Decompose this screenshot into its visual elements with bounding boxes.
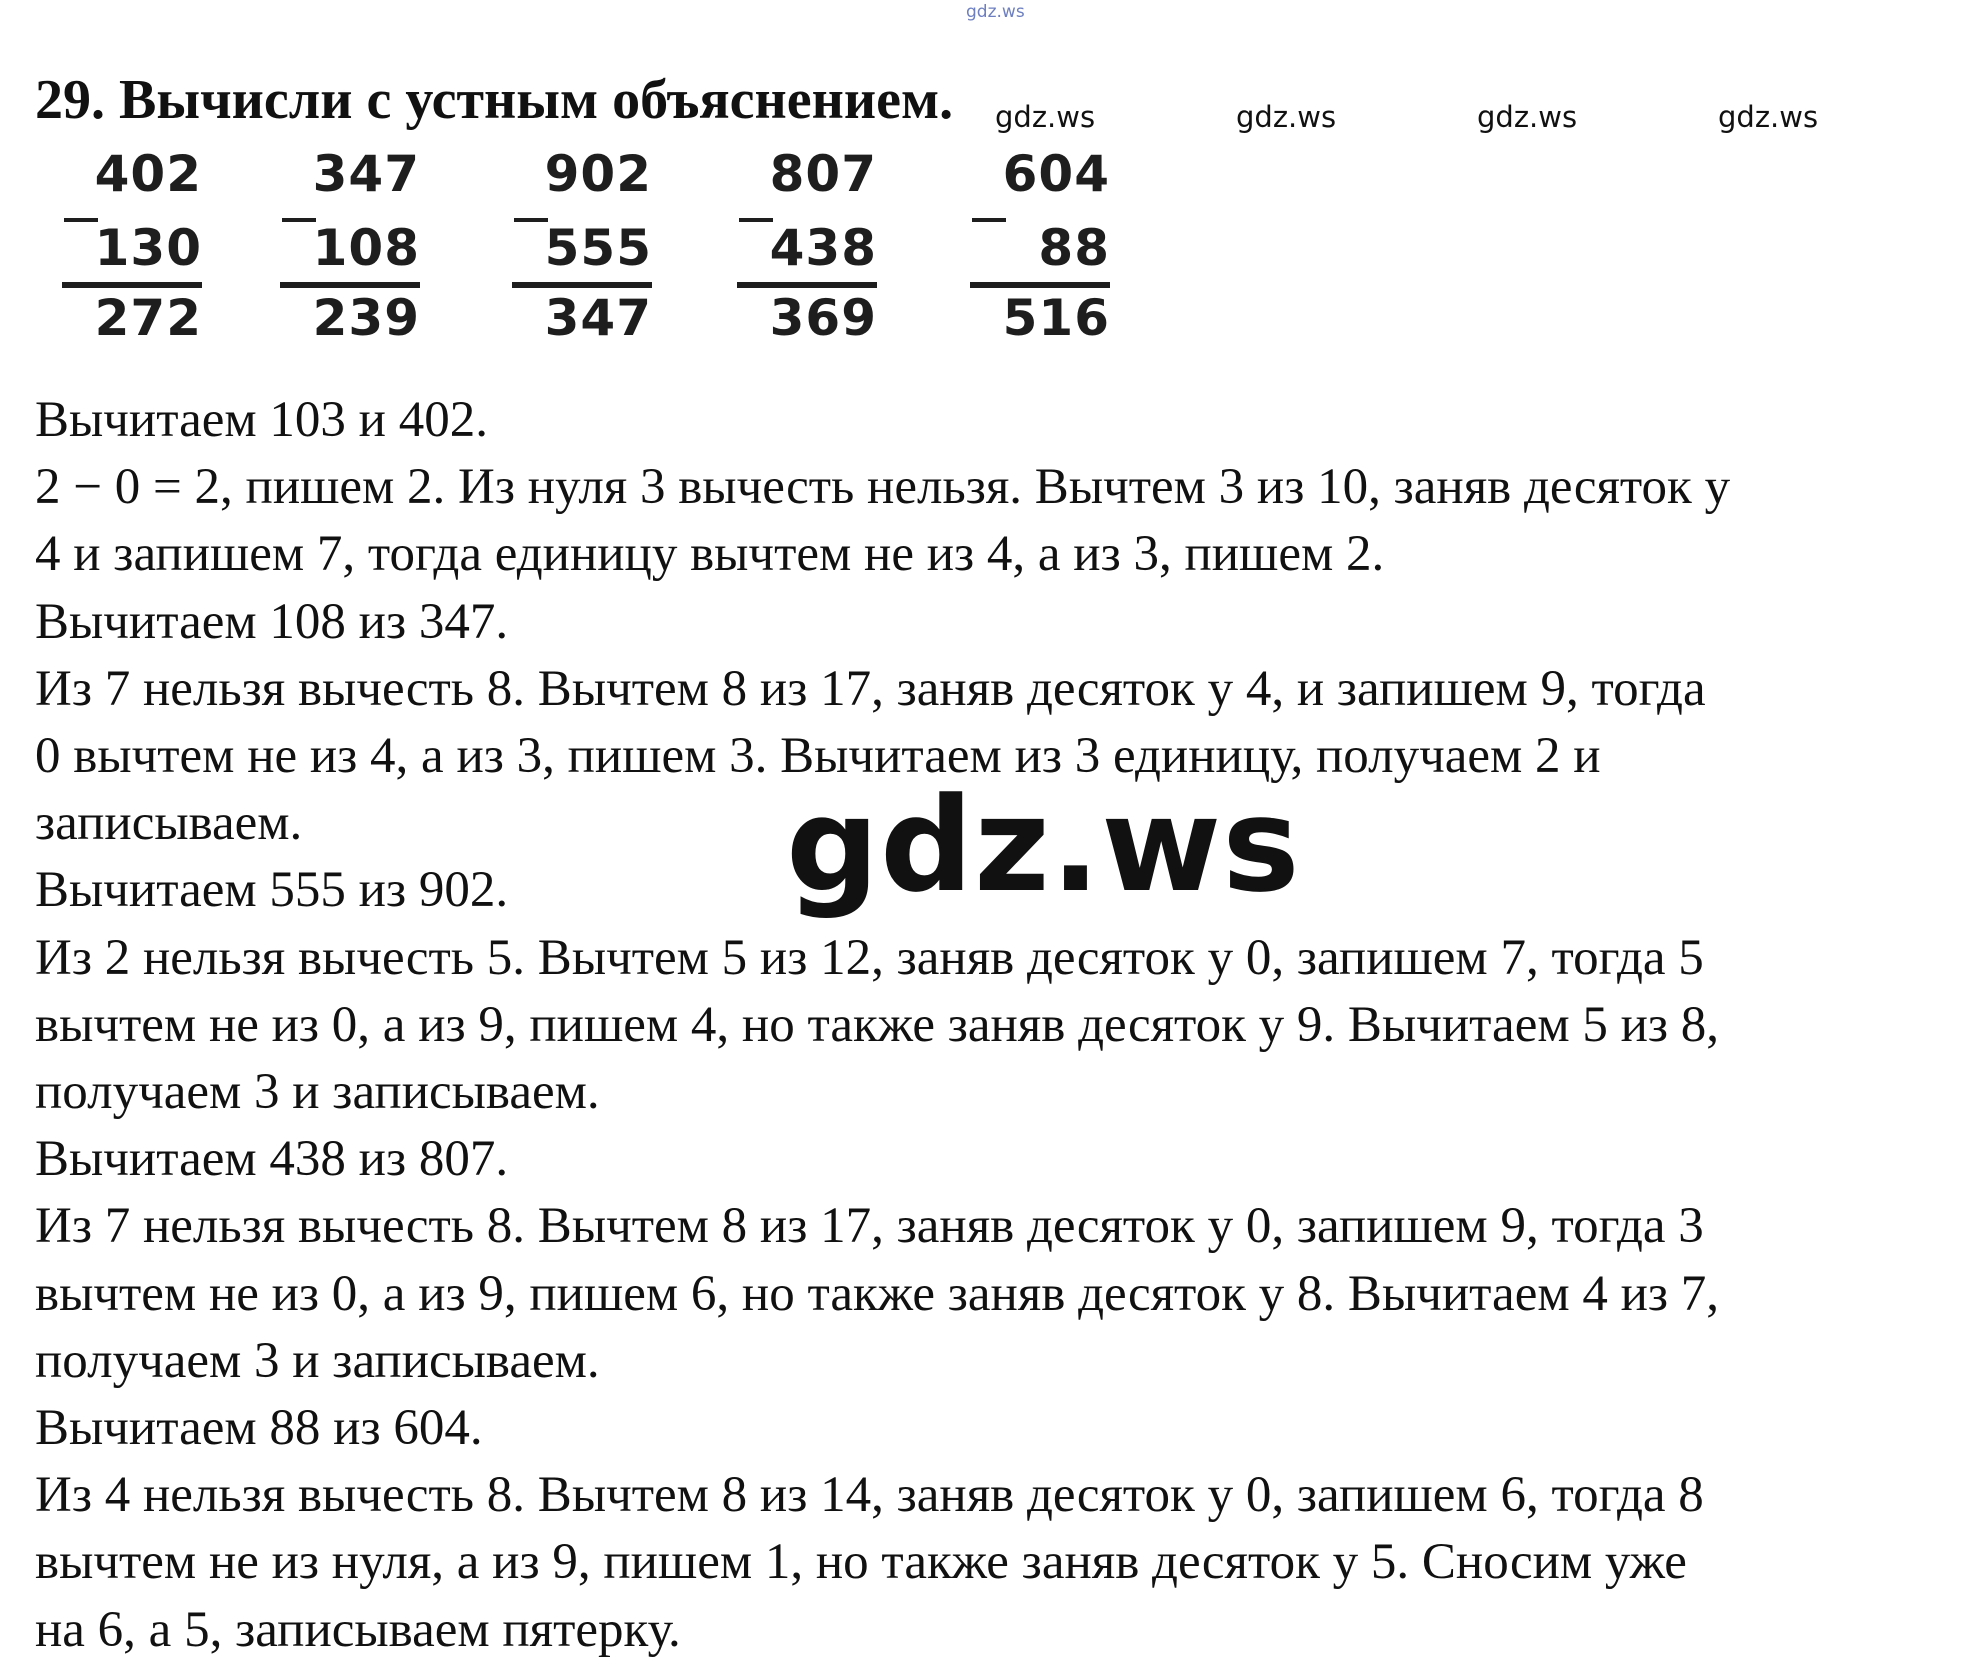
- subtraction-problem: [737, 146, 877, 356]
- text-line: Вычитаем 108 из 347.: [35, 593, 509, 650]
- text-line: получаем 3 и записываем.: [35, 1064, 600, 1121]
- text-line: вычтем не из нуля, а из 9, пишем 1, но также заняв десяток у 5. Сносим уже: [35, 1534, 1687, 1591]
- result-line: [737, 282, 877, 288]
- difference: 239: [312, 289, 420, 347]
- text-line: вычтем не из 0, а из 9, пишем 6, но также заняв десяток у 8. Вычитаем 4 из 7,: [35, 1265, 1720, 1322]
- result-line: [62, 282, 202, 288]
- text-line: Вычитаем 555 из 902.: [35, 862, 509, 919]
- subtraction-problem: [280, 146, 420, 356]
- minuend: 807: [769, 145, 877, 203]
- minus-sign: [282, 218, 316, 222]
- subtrahend: 555: [544, 219, 652, 277]
- text-line: Вычитаем 88 из 604.: [35, 1400, 483, 1457]
- watermark-large: gdz.ws: [786, 769, 1301, 921]
- minus-sign: [972, 218, 1006, 222]
- text-line: на 6, а 5, записываем пятерку.: [35, 1601, 681, 1658]
- subtraction-problem: [62, 146, 202, 356]
- watermark-small: gdz.ws: [995, 100, 1096, 134]
- difference: 369: [769, 289, 877, 347]
- text-line: Из 7 нельзя вычесть 8. Вычтем 8 из 17, заняв десяток у 4, и запишем 9, тогда: [35, 660, 1706, 717]
- exercise-title: 29. Вычисли с устным объяснением.: [35, 69, 954, 131]
- text-line: Из 4 нельзя вычесть 8. Вычтем 8 из 14, заняв десяток у 0, запишем 6, тогда 8: [35, 1467, 1704, 1524]
- difference: 272: [94, 289, 202, 347]
- result-line: [512, 282, 652, 288]
- minus-sign: [514, 218, 548, 222]
- minuend: 347: [312, 145, 420, 203]
- watermark-small: gdz.ws: [1477, 100, 1578, 134]
- result-line: [280, 282, 420, 288]
- text-line: Вычитаем 438 из 807.: [35, 1131, 509, 1188]
- minus-sign: [739, 218, 773, 222]
- subtrahend: 438: [769, 219, 877, 277]
- subtrahend: 130: [94, 219, 202, 277]
- subtraction-problem: [970, 146, 1110, 356]
- difference: 347: [544, 289, 652, 347]
- minuend: 902: [544, 145, 652, 203]
- text-line: 4 и запишем 7, тогда единицу вычтем не из 4, а из 3, пишем 2.: [35, 526, 1385, 583]
- subtraction-problem: [512, 146, 652, 356]
- subtrahend: 108: [312, 219, 420, 277]
- subtrahend: 88: [1038, 219, 1110, 277]
- text-line: получаем 3 и записываем.: [35, 1332, 600, 1389]
- text-line: 2 − 0 = 2, пишем 2. Из нуля 3 вычесть нельзя. Вычтем 3 из 10, заняв десяток у: [35, 459, 1731, 516]
- minus-sign: [64, 218, 98, 222]
- watermark-small: gdz.ws: [1718, 100, 1819, 134]
- watermark-top: gdz.ws: [966, 2, 1025, 22]
- text-line: записываем.: [35, 795, 303, 852]
- text-line: Из 2 нельзя вычесть 5. Вычтем 5 из 12, заняв десяток у 0, запишем 7, тогда 5: [35, 929, 1704, 986]
- minuend: 402: [94, 145, 202, 203]
- minuend: 604: [1002, 145, 1110, 203]
- text-line: вычтем не из 0, а из 9, пишем 4, но также заняв десяток у 9. Вычитаем 5 из 8,: [35, 996, 1720, 1053]
- explanation-text: [35, 387, 1970, 1664]
- text-line: Из 7 нельзя вычесть 8. Вычтем 8 из 17, заняв десяток у 0, запишем 9, тогда 3: [35, 1198, 1704, 1255]
- difference: 516: [1002, 289, 1110, 347]
- text-line: Вычитаем 103 и 402.: [35, 392, 488, 448]
- watermark-small: gdz.ws: [1236, 100, 1337, 134]
- result-line: [970, 282, 1110, 288]
- text-line: 0 вычтем не из 4, а из 3, пишем 3. Вычитаем из 3 единицу, получаем 2 и: [35, 728, 1601, 785]
